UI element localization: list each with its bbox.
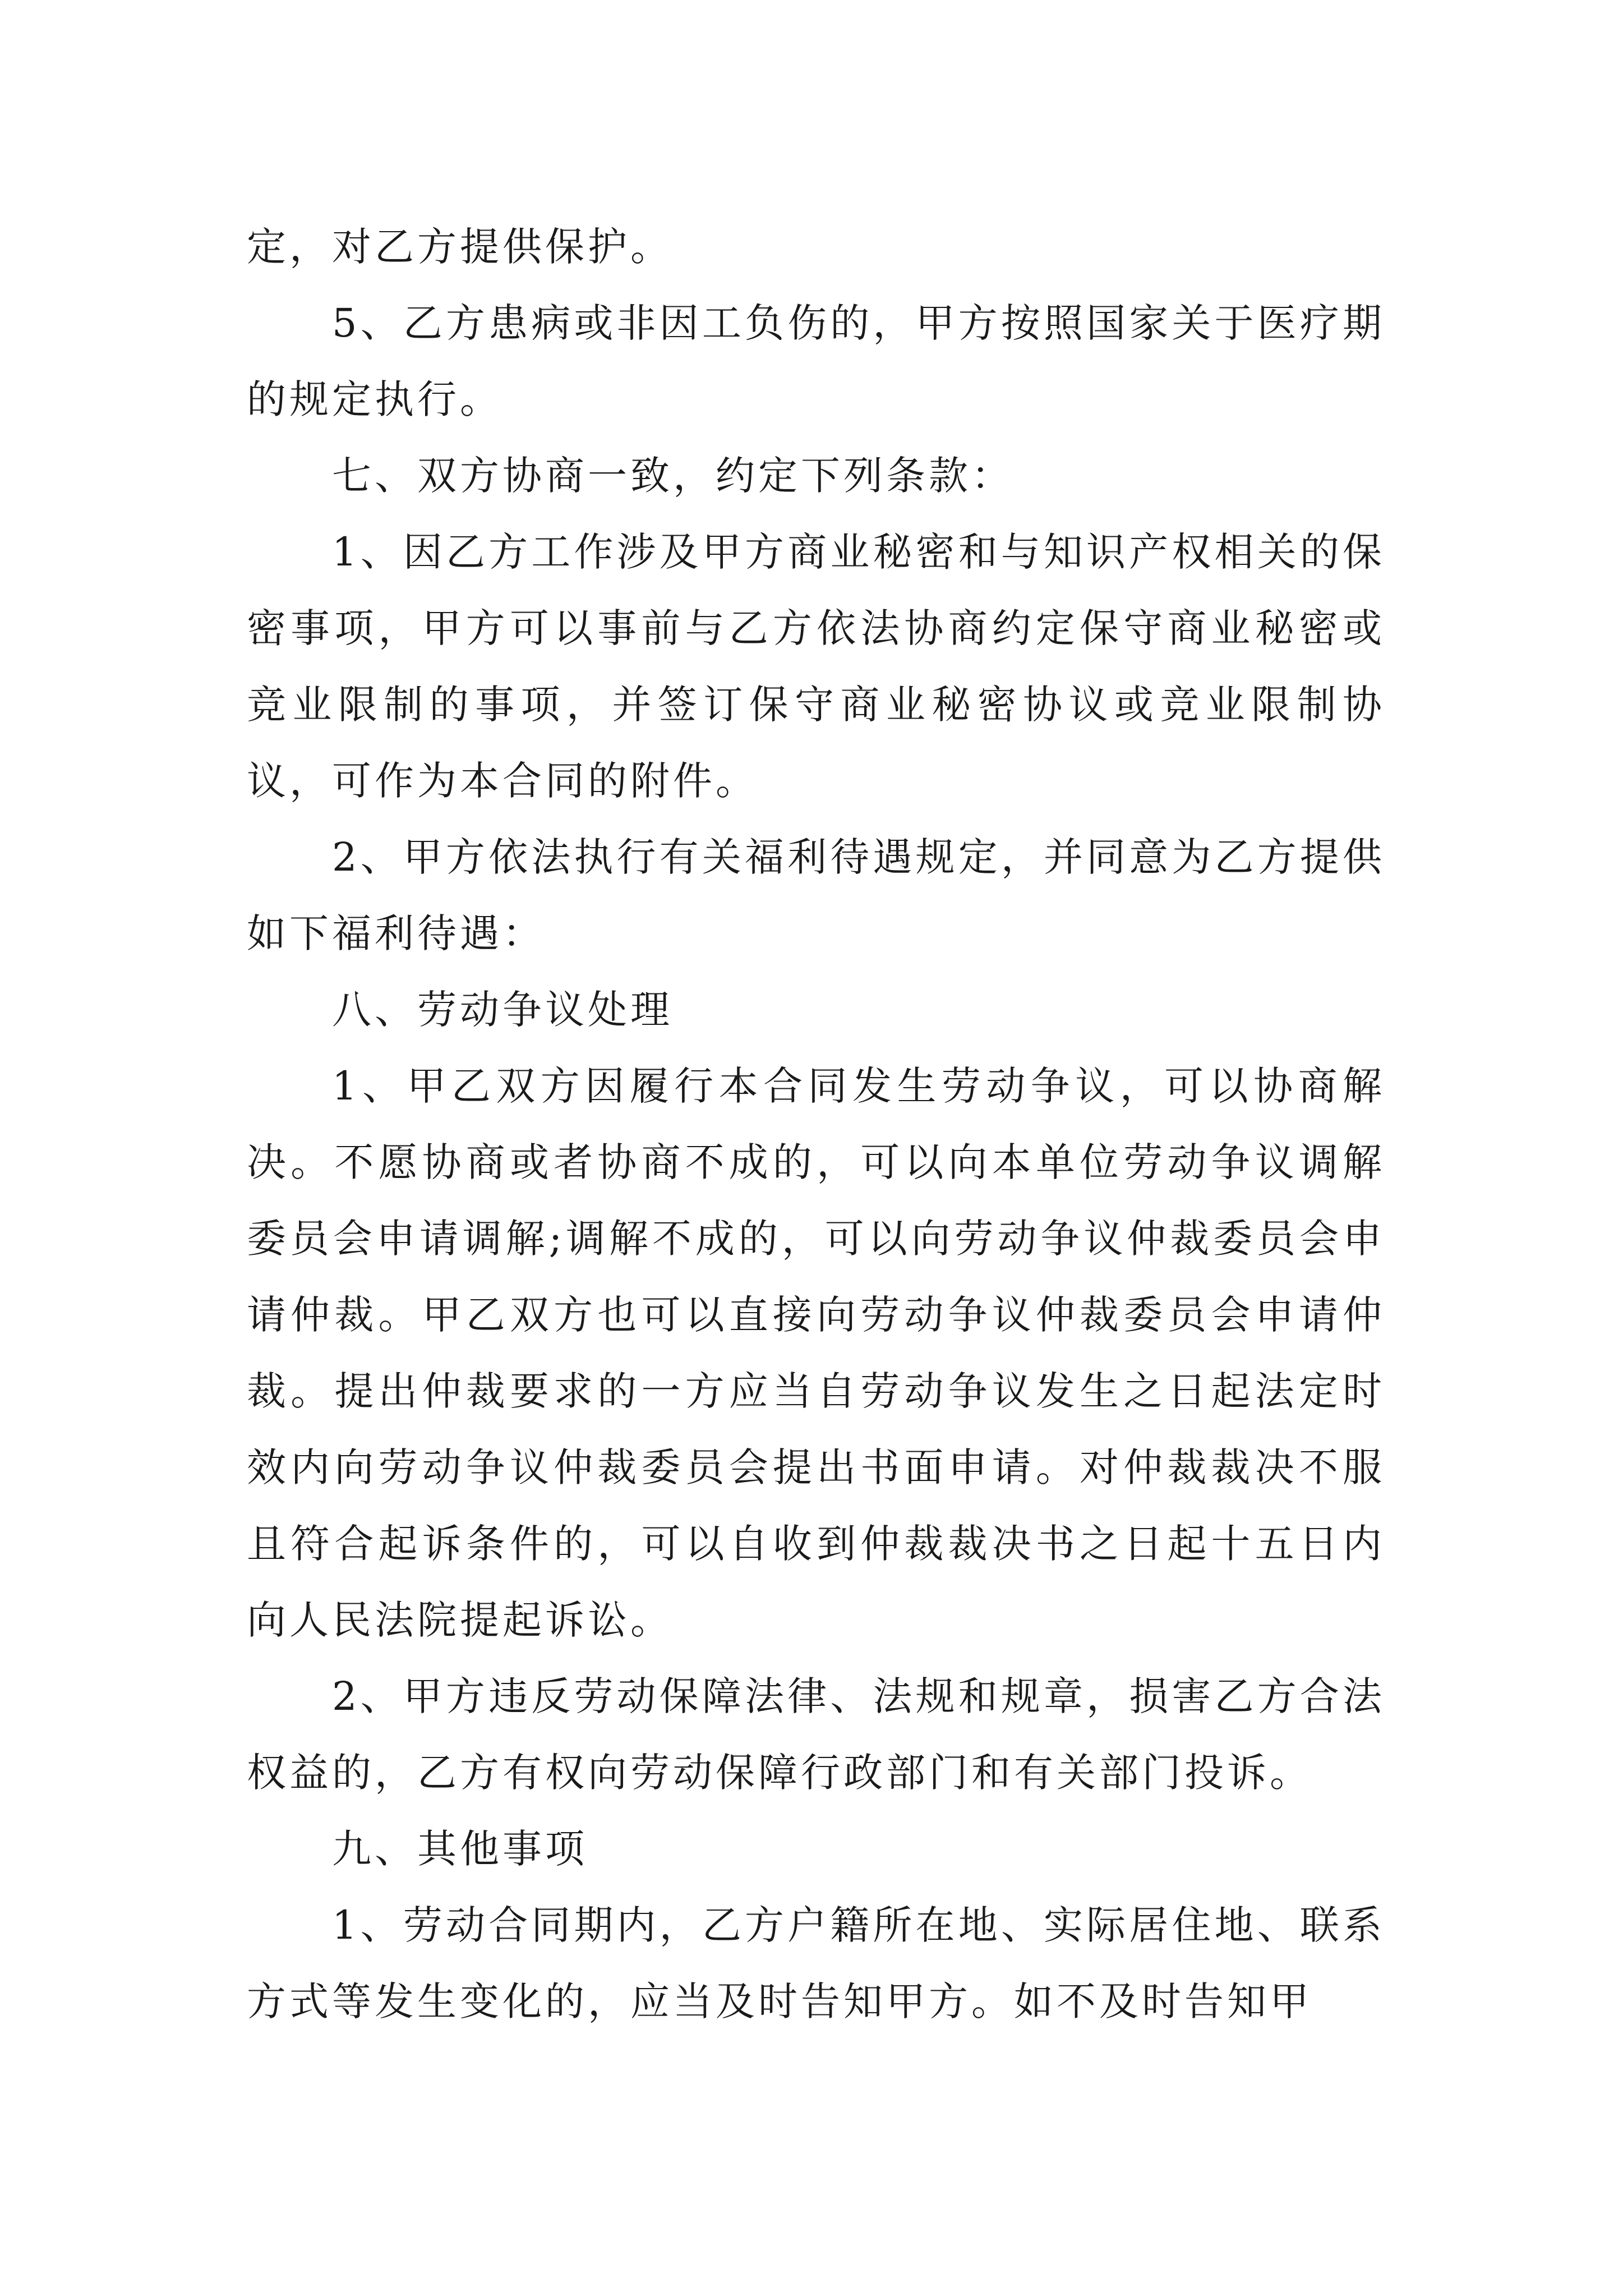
paragraph-clause-8-1: 1、甲乙双方因履行本合同发生劳动争议，可以协商解决。不愿协商或者协商不成的，可以向本单位劳动争议调解委员会申请调解;调解不成的，可以向劳动争议仲裁委员会申请仲裁。甲乙双方也可以直接向劳动争议仲裁委员会申请仲裁。提出仲裁要求的一方应当自劳动争议发生之日起法定时效内向劳动争议仲裁委员会提出书面申请。对仲裁裁决不服且符合起诉条件的，可以自收到仲裁裁决书之日起十五日内向人民法院提起诉讼。 — [247, 1063, 1385, 1643]
paragraph-clause-6-5: 5、乙方患病或非因工负伤的，甲方按照国家关于医疗期的规定执行。 — [247, 300, 1385, 422]
document-body — [247, 209, 1385, 2040]
paragraph-continuation: 定，对乙方提供保护。 — [247, 224, 673, 270]
paragraph-clause-8-2: 2、甲方违反劳动保障法律、法规和规章，损害乙方合法权益的，乙方有权向劳动保障行政部门和有关部门投诉。 — [247, 1673, 1385, 1796]
paragraph-clause-7-2: 2、甲方依法执行有关福利待遇规定，并同意为乙方提供如下福利待遇： — [247, 834, 1385, 956]
paragraph-clause-7-1: 1、因乙方工作涉及甲方商业秘密和与知识产权相关的保密事项，甲方可以事前与乙方依法协商约定保守商业秘密或竞业限制的事项，并签订保守商业秘密协议或竞业限制协议，可作为本合同的附件。 — [247, 529, 1385, 804]
paragraph-clause-9-1: 1、劳动合同期内，乙方户籍所在地、实际居住地、联系方式等发生变化的，应当及时告知甲方。如不及时告知甲 — [247, 1902, 1385, 2024]
section-heading-9: 九、其他事项 — [332, 1826, 588, 1872]
section-heading-7: 七、双方协商一致，约定下列条款： — [332, 453, 1014, 499]
section-heading-8: 八、劳动争议处理 — [332, 987, 673, 1033]
